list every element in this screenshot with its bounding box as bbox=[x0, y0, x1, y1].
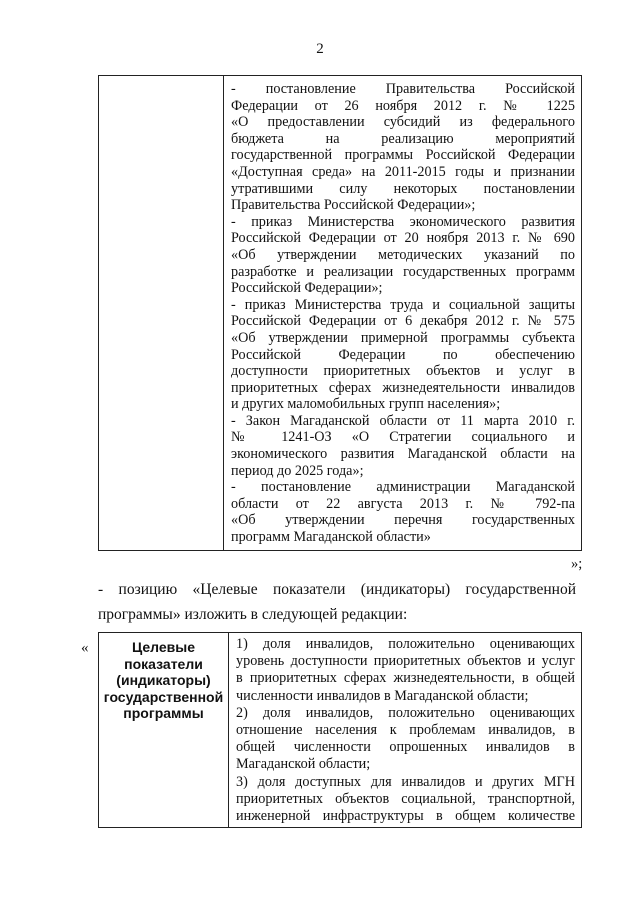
table1-line: разработке и реализации государственных программ bbox=[231, 263, 575, 280]
table1-line: период до 2025 года»; bbox=[231, 462, 364, 479]
table1-line: «О предоставлении субсидий из федерального bbox=[231, 114, 575, 131]
table1-line: № 1241-ОЗ «О Стратегии социального и bbox=[231, 429, 575, 446]
table1-line: доступности приоритетных объектов и услуг в bbox=[231, 363, 575, 380]
opening-quote-mark: « bbox=[81, 640, 89, 656]
table2-content-cell bbox=[229, 633, 582, 828]
table1-line: - приказ Министерства труда и социальной защиты bbox=[231, 296, 575, 313]
table2-line: Магаданской области; bbox=[236, 756, 371, 773]
table2-line: численности инвалидов в Магаданской области; bbox=[236, 687, 529, 704]
closing-quote-mark: »; bbox=[571, 556, 583, 572]
table1-line: бюджета на реализацию мероприятий bbox=[231, 130, 575, 147]
table2-line: 1) доля инвалидов, положительно оценивающих bbox=[236, 636, 575, 652]
table2-header-line: Целевые bbox=[131, 639, 196, 655]
table2-header-cell bbox=[99, 633, 229, 828]
page-number: 2 bbox=[316, 41, 324, 57]
table2-line: приоритетных объектов социальной, транспортной, bbox=[236, 790, 575, 807]
table1-line: Российской Федерации от 20 ноября 2013 г. № 690 bbox=[231, 230, 575, 247]
table1-line: - постановление Правительства Российской bbox=[231, 81, 575, 97]
table1-line: «Об утверждении перечня государственных bbox=[231, 512, 575, 529]
legal-basis-table bbox=[98, 75, 582, 551]
table1-line: - постановление администрации Магаданской bbox=[231, 479, 575, 496]
table2-line: 3) доля доступных для инвалидов и других МГН bbox=[236, 773, 575, 790]
table1-line: «Доступная среда» на 2011-2015 годы и признании bbox=[231, 163, 575, 180]
table1-line: Федерации от 26 ноября 2012 г. № 1225 bbox=[231, 97, 575, 114]
table1-line: «Об утверждении примерной программы субъекта bbox=[231, 329, 575, 346]
table1-line: Российской Федерации»; bbox=[231, 280, 383, 297]
table1-line: Российской Федерации от 6 декабря 2012 г. № 575 bbox=[231, 313, 575, 330]
table2-header-line: государственной bbox=[103, 688, 224, 705]
table1-line: приоритетных сферах жизнедеятельности инвалидов bbox=[231, 379, 575, 396]
table1-left-cell bbox=[99, 76, 224, 551]
table2-line: общей численности опрошенных инвалидов в bbox=[236, 739, 575, 756]
table2-line: в приоритетных сферах жизнедеятельности, в общей bbox=[236, 670, 575, 687]
amendment-paragraph-line-2: программы» изложить в следующей редакции: bbox=[98, 606, 408, 623]
table1-right-cell bbox=[224, 76, 582, 551]
table2-header-line: программы bbox=[123, 705, 204, 721]
table2-line: уровень доступности приоритетных объектов и услуг bbox=[236, 653, 575, 670]
table1-line: утратившими силу некоторых постановлении bbox=[231, 180, 575, 197]
table2-line: отношение населения к проблемам инвалидов, в bbox=[236, 722, 575, 739]
table1-line: - Закон Магаданской области от 11 марта 2010 г. bbox=[231, 412, 575, 429]
table1-line: программ Магаданской области» bbox=[231, 529, 431, 546]
table1-line: - приказ Министерства экономического развития bbox=[231, 213, 575, 230]
target-indicators-table bbox=[98, 632, 582, 828]
amendment-paragraph-line-1: - позицию «Целевые показатели (индикаторы) государственной bbox=[98, 581, 576, 598]
table1-line: экономического развития Магаданской области на bbox=[231, 446, 575, 463]
table1-line: «Об утверждении методических указаний по bbox=[231, 246, 575, 263]
table1-line: Российской Федерации по обеспечению bbox=[231, 346, 575, 363]
table2-header-line: показатели bbox=[124, 655, 203, 672]
table1-line: Правительства Российской Федерации»; bbox=[231, 197, 476, 214]
table2-line: 2) доля инвалидов, положительно оценивающих bbox=[236, 704, 575, 721]
table1-line: области от 22 августа 2013 г. № 792-па bbox=[231, 495, 575, 512]
table2-header-line: (индикаторы) bbox=[116, 672, 211, 688]
table2-line: инженерной инфраструктуры в общем количестве bbox=[236, 808, 575, 825]
table1-line: и других маломобильных групп населения»; bbox=[231, 396, 501, 413]
table1-line: государственной программы Российской Федерации bbox=[231, 147, 575, 164]
